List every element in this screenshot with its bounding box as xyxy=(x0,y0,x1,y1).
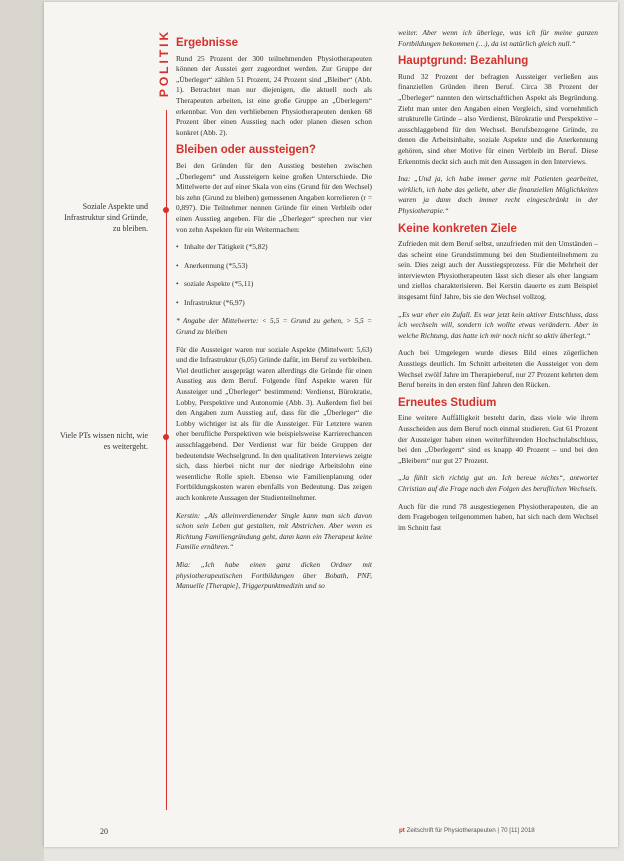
heading-ergebnisse: Ergebnisse xyxy=(176,37,238,49)
marker-dot xyxy=(163,434,169,440)
paragraph: Rund 32 Prozent der befragten Aussteiger verließen aus finanziellen Gründen ihren Beruf. Circa 38 Prozent der „Überleger“ nannten den wirtschaftlichen Aspekt als Begründung. Zieht man unter den Angaben einen Vergleich, sind vornehmlich strukturelle Gründe – also Verdienst, Bürokratie und Perspektive – ausschlaggebend für den Wechsel. Berufsbezogene Gründe, zu denen die Arbeitsinhalte, soziale Aspekte und die Anerkennung gehören, sind eher Motive für einen Verbleib im Beruf. Diese Erkenntnis deckt sich auch mit den Aussagen in den Interviews. xyxy=(398,71,598,166)
right-column xyxy=(398,28,598,540)
heading-bezahlung: Hauptgrund: Bezahlung xyxy=(398,55,529,68)
paragraph: Zufrieden mit dem Beruf selbst, unzufrieden mit den Umständen – das scheint eine Grundstimmung bei den Studienteilnehmern zu sein. Dies zeigt auch der Ausstiegsprozess. Für die Mehrheit der interviewten Physiotherapeuten lässt sich dieser als eher langsam und ziellos charakterisieren. Bei Kerstin dauerte es zum Beispiel insgesamt fünf Jahre, bis sie den Wechsel vollzog. xyxy=(398,239,598,302)
quote: „Es war eher ein Zufall. Es war jetzt kein aktiver Entschluss, dass ich wechseln will, sondern ich wollte etwas verändern. Aber in welche Richtung, das hatte ich mir noch nicht so aktiv überlegt.“ xyxy=(398,309,598,340)
quote: Mia: „Ich habe einen ganz dicken Ordner mit physiotherapeutischen Fortbildungen über Bobath, PNF, Manuelle [Therapie], Triggerpunktmedizin und so xyxy=(176,559,372,591)
reasons-list xyxy=(176,242,372,308)
paragraph: Auch bei Umgelegen wurde dieses Bild eines zögerlichen Ausstiegs deutlich. Im Schnitt arbeiteten die Aussteiger von dem Wechsel zwölf Jahre im Therapieberuf, nur 27 Prozent kehrten dem Beruf bereits in den ersten fünf Jahren den Rücken. xyxy=(398,348,598,390)
paragraph: Für die Aussteiger waren nur soziale Aspekte (Mittelwert: 5,63) und die Infrastruktur (6,05) Gründe dafür, im Beruf zu verbleiben. Viel deutlicher ausgeprägt waren allerdings die Gründe für einen Ausstieg aus dem Beruf. Folgende fünf Aspekte waren für Aussteiger und „Überleger“ bestimmend: Verdienst, Bürokratie, Lobby, Perspektive und Autonomie (Abb. 3). Außerdem fiel bei den Angaben zum Ausstieg auf, dass für die „Überleger“ die Lobby wichtiger ist als für die Aussteiger. Für Letztere waren eher berufliche Perspektiven wie beispielsweise Karrierechancen ausschlaggebend. Der Verdienst war für beide Gruppen der bedeutendste Wechselgrund. In den qualitativen Interviews zeigte sich, dass hierbei nicht nur der niedrige Arbeitslohn eine wesentliche Rolle spielt. Ebenso wie Familienplanung oder Fortbildungskosten waren ebenfalls von Bedeutung. Das zeigen auch konkrete Aussagen der Studienteilnehmer. xyxy=(176,344,372,502)
section-label: POLITIK xyxy=(157,28,171,98)
list-item: • Anerkennung (*5,53) xyxy=(176,261,372,272)
page-shadow xyxy=(0,0,44,861)
paragraph: Bei den Gründen für den Ausstieg bestehen zwischen „Überlegern“ und Aussteigern keine großen Unterschiede. Die Mittelwerte der auf einer Skala von eins (Grund für den Wechsel) bis zehn (Grund zu bleiben) gemessenen Angaben korrelieren (r = 0,897). Die Teilnehmer nennen Gründe für einen Verbleib oder einen Ausstieg angeben. Für die „Überleger“ sprechen nur vier von zehn Aspekten für ein Weitermachen: xyxy=(176,160,372,234)
quote: Ina: „Und ja, ich habe immer gerne mit Patienten gearbeitet, wirklich, ich habe das geliebt, aber die finanziellen Möglichkeiten waren ja dann doch immer recht eingeschränkt in der Physiotherapie.“ xyxy=(398,174,598,215)
left-column xyxy=(176,38,372,599)
list-item: • Infrastruktur (*6,97) xyxy=(176,298,372,309)
section-tab xyxy=(154,26,174,106)
quote: weiter. Aber wenn ich überlege, was ich für meine ganzen Fortbildungen bekommen (…), da ist natürlich gleich null.“ xyxy=(398,28,598,48)
list-item: • soziale Aspekte (*5,11) xyxy=(176,279,372,290)
footer-brand: pt xyxy=(399,827,405,834)
paragraph: Eine weitere Auffälligkeit besteht darin, dass viele wie ihrem Ausscheiden aus dem Beruf noch einmal studieren. Gut 61 Prozent der Aussteiger haben einen weiterführenden Hochschulabschluss, bei den „Überlegern“ sind es knapp 40 Prozent – und bei den „Bleibern“ nur gut 27 Prozent. xyxy=(398,413,598,465)
page-number: 20 xyxy=(100,827,108,836)
paragraph: Rund 25 Prozent der 300 teilnehmenden Physiotherapeuten können der Ausstei gerr zugeordnet werden. Zur Gruppe der „Überleger“ zählen 51 Prozent, 24 Prozent sind „Bleiber“ (Abb. 1). Betrachtet man nur diejenigen, die aktuell noch als Therapeuten arbeiten, ist eine große Gruppe an „Überlegern“ erkennbar. Von den verbliebenen Physiotherapeuten denken 68 Prozent über einen Ausstieg nach oder planen diesen schon konkret (Abb. 2). xyxy=(176,53,372,137)
paragraph: Auch für die rund 78 ausgestiegenen Physiotherapeuten, die an dem Fragebogen teilgenommen haben, hat sich nach dem Wechsel im Schnitt fast xyxy=(398,501,598,532)
heading-studium: Erneutes Studium xyxy=(398,396,497,409)
heading-ziele: Keine konkreten Ziele xyxy=(398,222,517,235)
sidenote-2: Viele PTs wissen nicht, wie es weitergeht. xyxy=(59,431,148,451)
footnote: * Angabe der Mittelwerte: < 5,5 = Grund zu gehen, > 5,5 = Grund zu bleiben xyxy=(176,316,372,337)
list-item: • Inhalte der Tätigkeit (*5,82) xyxy=(176,242,372,253)
footer-text: Zeitschrift für Physiotherapeuten | 70 [11] 2018 xyxy=(406,827,535,834)
margin-rule xyxy=(166,110,167,810)
sidenote-1: Soziale Aspekte und Infrastruktur sind Gründe, zu bleiben. xyxy=(64,202,148,233)
page-footer xyxy=(399,827,535,834)
marker-dot xyxy=(163,207,169,213)
heading-bleiben: Bleiben oder aussteigen? xyxy=(176,144,316,157)
quote: Kerstin: „Als alleinverdienender Single kann man sich davon schon sein Leben gut gestalten, mit Abstrichen. Aber wenn es Richtung Familiengründung geht, dann kann ein Therapeut keine Familie ernähren.“ xyxy=(176,510,372,552)
quote: „Ja fühlt sich richtig gut an. Ich bereue nichts“, antwortet Christian auf die Frage nach den Folgen des beruflichen Wechsels. xyxy=(398,473,598,493)
